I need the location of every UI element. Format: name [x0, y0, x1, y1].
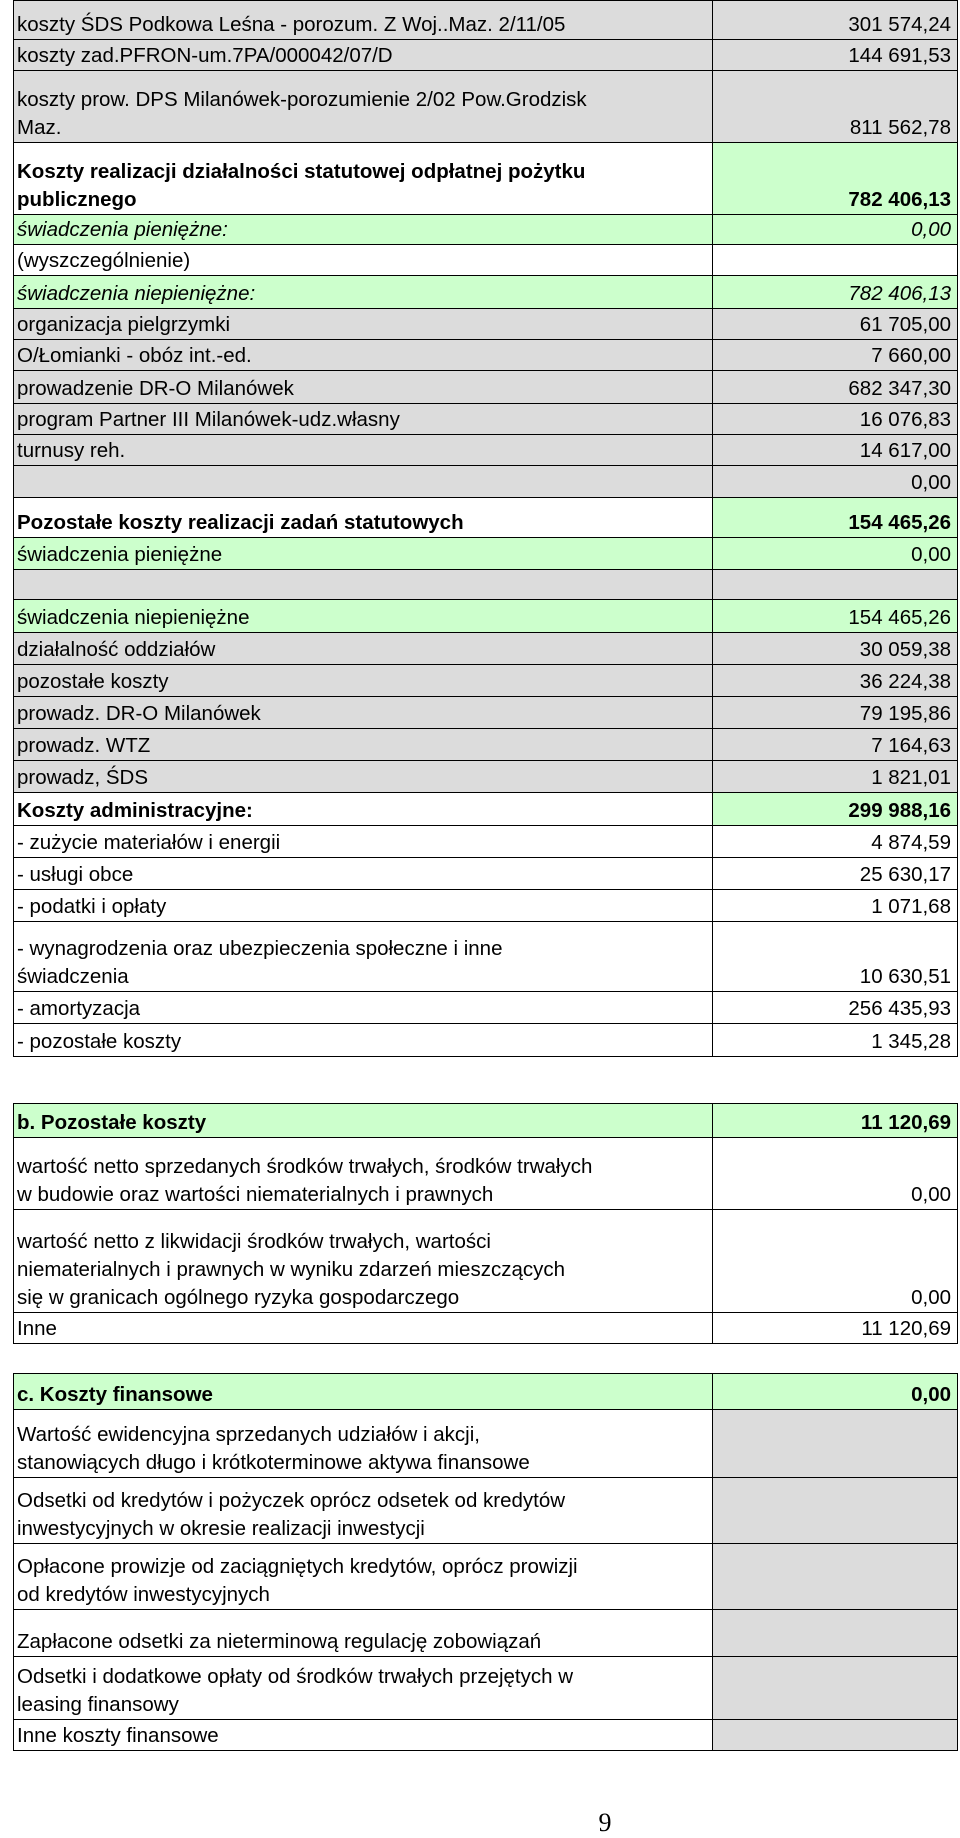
row-label: wartość netto sprzedanych środków trwałych, środków trwałych w budowie oraz wartości niematerialnych i prawnych	[14, 1138, 713, 1210]
table-row	[14, 466, 958, 498]
table-row	[14, 1210, 958, 1313]
table-row	[14, 697, 958, 729]
section-a-table	[13, 0, 958, 1057]
row-value: 0,00	[713, 466, 958, 498]
table-row	[14, 826, 958, 858]
row-value: 256 435,93	[713, 992, 958, 1024]
table-row	[14, 276, 958, 309]
table-row	[14, 1720, 958, 1751]
row-value	[713, 1720, 958, 1751]
row-label: świadczenia pieniężne:	[14, 215, 713, 245]
table-row	[14, 858, 958, 890]
table-row	[14, 1, 958, 40]
row-label: - usługi obce	[14, 858, 713, 890]
row-value: 7 660,00	[713, 340, 958, 371]
table-row	[14, 309, 958, 340]
table-row	[14, 793, 958, 826]
table-row	[14, 498, 958, 538]
table-row	[14, 245, 958, 276]
row-value: 1 071,68	[713, 890, 958, 922]
row-value: 79 195,86	[713, 697, 958, 729]
section-c-total: 0,00	[713, 1374, 958, 1410]
section-b-table	[13, 1103, 958, 1344]
table-row	[14, 40, 958, 71]
page	[13, 0, 957, 1747]
row-label	[14, 466, 713, 498]
row-label: O/Łomianki - obóz int.-ed.	[14, 340, 713, 371]
table-row	[14, 1410, 958, 1478]
row-value: 782 406,13	[713, 276, 958, 309]
row-label: Odsetki od kredytów i pożyczek oprócz odsetek od kredytów inwestycyjnych w okresie realizacji inwestycji	[14, 1478, 713, 1544]
row-label: prowadz, ŚDS	[14, 761, 713, 793]
row-label: Koszty administracyjne:	[14, 793, 713, 826]
table-row	[14, 340, 958, 371]
row-value: 25 630,17	[713, 858, 958, 890]
row-label: Inne koszty finansowe	[14, 1720, 713, 1751]
section-c-table	[13, 1373, 958, 1751]
row-label: - podatki i opłaty	[14, 890, 713, 922]
row-value: 11 120,69	[713, 1313, 958, 1344]
row-value: 154 465,26	[713, 600, 958, 633]
row-value: 36 224,38	[713, 665, 958, 697]
table-row	[14, 1610, 958, 1657]
row-label: pozostałe koszty	[14, 665, 713, 697]
table-row	[14, 890, 958, 922]
table-row	[14, 570, 958, 600]
table-row	[14, 215, 958, 245]
row-value: 299 988,16	[713, 793, 958, 826]
table-row	[14, 435, 958, 466]
row-value: 30 059,38	[713, 633, 958, 665]
row-value: 61 705,00	[713, 309, 958, 340]
table-row	[14, 729, 958, 761]
row-value: 0,00	[713, 1210, 958, 1313]
page-number: 9	[598, 1808, 612, 1837]
row-label: świadczenia niepieniężne	[14, 600, 713, 633]
row-value: 144 691,53	[713, 40, 958, 71]
row-label: koszty ŚDS Podkowa Leśna - porozum. Z Woj..Maz. 2/11/05	[14, 1, 713, 40]
table-row	[14, 1544, 958, 1610]
row-label: - pozostałe koszty	[14, 1024, 713, 1057]
row-label: koszty zad.PFRON-um.7PA/000042/07/D	[14, 40, 713, 71]
row-label: - amortyzacja	[14, 992, 713, 1024]
section-c-header	[14, 1374, 958, 1410]
row-value: 7 164,63	[713, 729, 958, 761]
table-row	[14, 143, 958, 215]
table-row	[14, 600, 958, 633]
row-value	[713, 1410, 958, 1478]
row-label: świadczenia niepieniężne:	[14, 276, 713, 309]
table-row	[14, 665, 958, 697]
row-label: prowadzenie DR-O Milanówek	[14, 371, 713, 404]
table-row	[14, 71, 958, 143]
row-value: 682 347,30	[713, 371, 958, 404]
row-value: 154 465,26	[713, 498, 958, 538]
section-c-title: c. Koszty finansowe	[14, 1374, 713, 1410]
table-row	[14, 404, 958, 435]
row-value	[713, 1657, 958, 1720]
row-label: - zużycie materiałów i energii	[14, 826, 713, 858]
row-label: organizacja pielgrzymki	[14, 309, 713, 340]
table-row	[14, 371, 958, 404]
row-value	[713, 1478, 958, 1544]
row-label: koszty prow. DPS Milanówek-porozumienie 2/02 Pow.Grodzisk Maz.	[14, 71, 713, 143]
row-label: program Partner III Milanówek-udz.własny	[14, 404, 713, 435]
row-label: działalność oddziałów	[14, 633, 713, 665]
section-b-total: 11 120,69	[713, 1104, 958, 1138]
table-row	[14, 1313, 958, 1344]
row-label: Koszty realizacji działalności statutowej odpłatnej pożytku publicznego	[14, 143, 713, 215]
table-row	[14, 1024, 958, 1057]
row-value: 1 345,28	[713, 1024, 958, 1057]
table-row	[14, 761, 958, 793]
row-label: Opłacone prowizje od zaciągniętych kredytów, oprócz prowizji od kredytów inwestycyjnych	[14, 1544, 713, 1610]
table-row	[14, 1657, 958, 1720]
table-row	[14, 992, 958, 1024]
row-label: - wynagrodzenia oraz ubezpieczenia społeczne i inne świadczenia	[14, 922, 713, 992]
table-row	[14, 1478, 958, 1544]
row-label: Odsetki i dodatkowe opłaty od środków trwałych przejętych w leasing finansowy	[14, 1657, 713, 1720]
table-row	[14, 922, 958, 992]
row-value: 0,00	[713, 538, 958, 570]
row-label: (wyszczególnienie)	[14, 245, 713, 276]
row-label: świadczenia pieniężne	[14, 538, 713, 570]
row-label	[14, 570, 713, 600]
row-value: 14 617,00	[713, 435, 958, 466]
row-value: 301 574,24	[713, 1, 958, 40]
row-value	[713, 1610, 958, 1657]
row-value	[713, 570, 958, 600]
row-label: Inne	[14, 1313, 713, 1344]
table-row	[14, 1138, 958, 1210]
row-value	[713, 245, 958, 276]
row-label: turnusy reh.	[14, 435, 713, 466]
row-label: Zapłacone odsetki za nieterminową regulację zobowiązań	[14, 1610, 713, 1657]
row-value: 1 821,01	[713, 761, 958, 793]
row-label: prowadz. WTZ	[14, 729, 713, 761]
row-value: 811 562,78	[713, 71, 958, 143]
section-b-header	[14, 1104, 958, 1138]
row-value: 782 406,13	[713, 143, 958, 215]
row-value: 0,00	[713, 1138, 958, 1210]
row-value	[713, 1544, 958, 1610]
row-value: 4 874,59	[713, 826, 958, 858]
row-value: 0,00	[713, 215, 958, 245]
row-value: 16 076,83	[713, 404, 958, 435]
table-row	[14, 633, 958, 665]
row-label: Pozostałe koszty realizacji zadań statutowych	[14, 498, 713, 538]
row-value: 10 630,51	[713, 922, 958, 992]
row-label: prowadz. DR-O Milanówek	[14, 697, 713, 729]
row-label: wartość netto z likwidacji środków trwałych, wartości niematerialnych i prawnych w wyniku zdarzeń mieszczących się w granicach ogólnego ryzyka gospodarczego	[14, 1210, 713, 1313]
row-label: Wartość ewidencyjna sprzedanych udziałów i akcji, stanowiących długo i krótkoterminowe aktywa finansowe	[14, 1410, 713, 1478]
section-b-title: b. Pozostałe koszty	[14, 1104, 713, 1138]
table-row	[14, 538, 958, 570]
